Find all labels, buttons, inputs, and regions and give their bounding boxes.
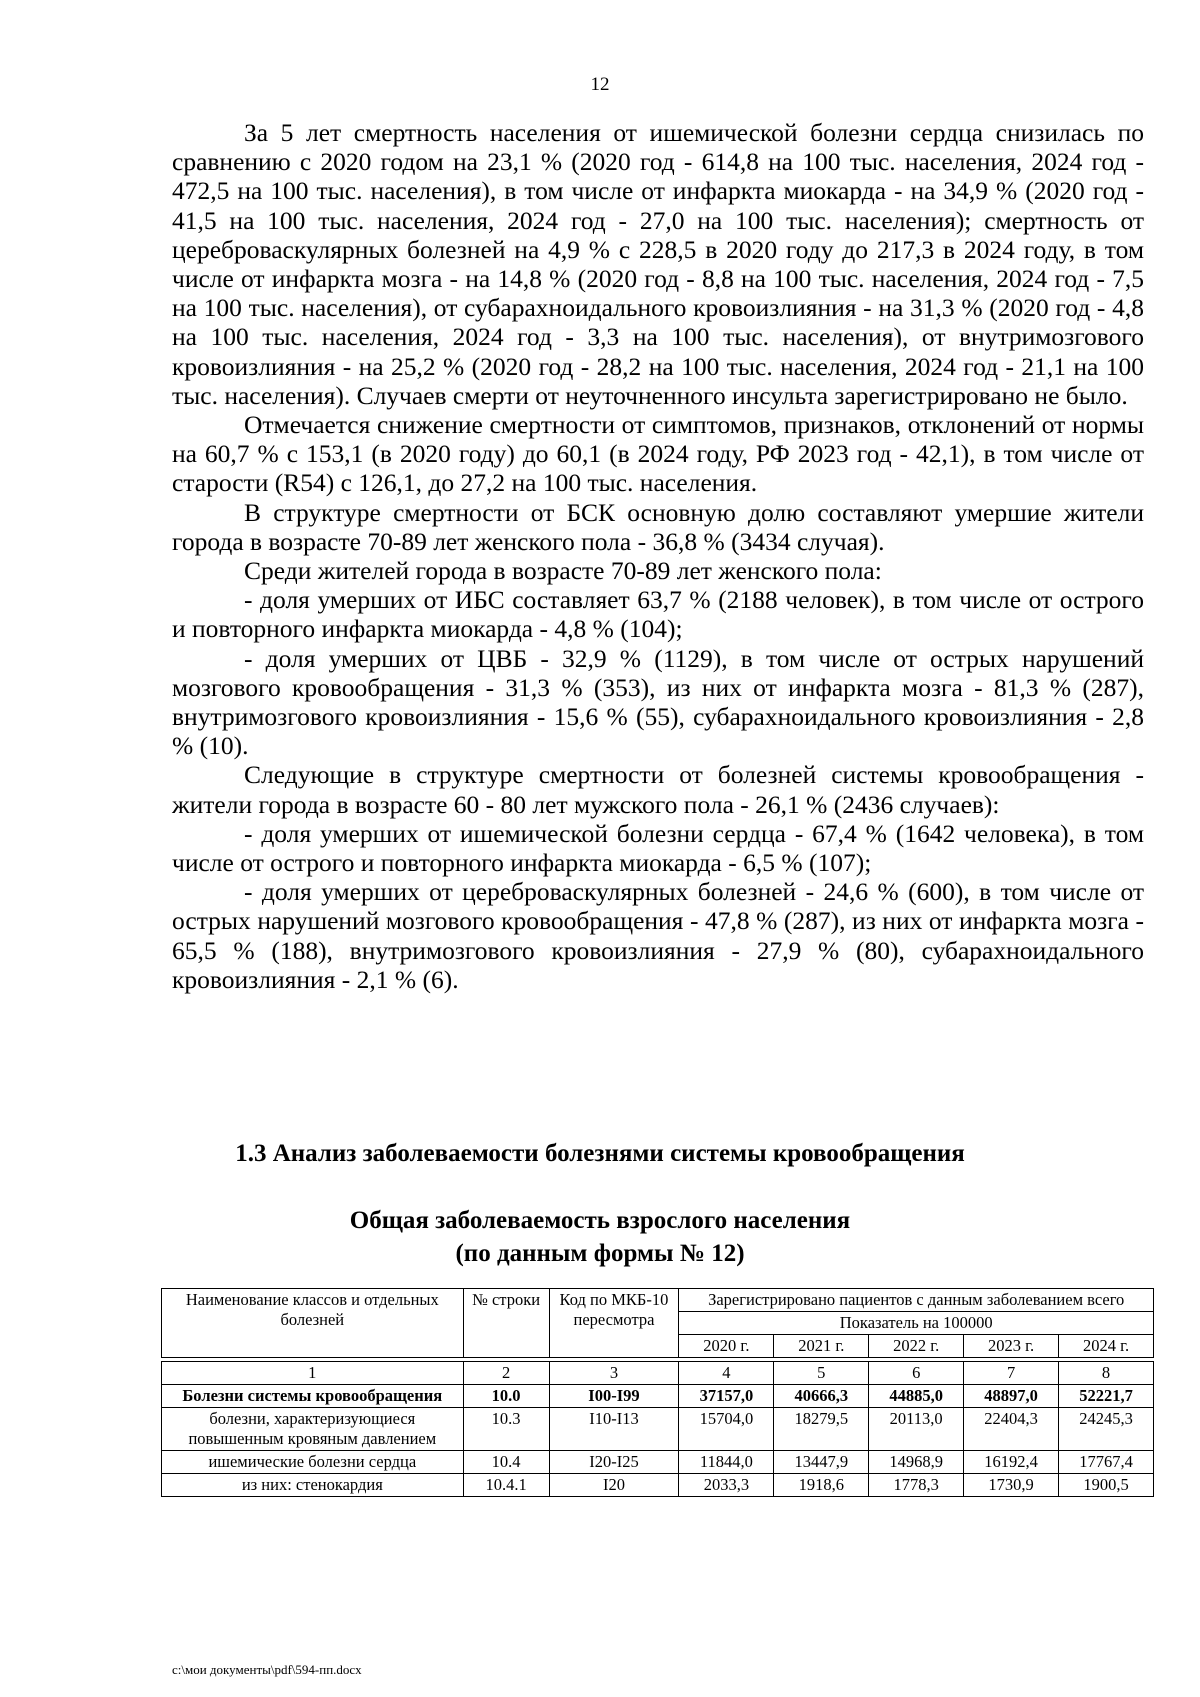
morbidity-table [161,1288,1154,1497]
row-name: ишемические болезни сердца [162,1451,464,1474]
row-name: болезни, характеризующиеся повышенным кровяным давлением [162,1408,464,1451]
row-value: 1900,5 [1059,1474,1154,1497]
row-value: 52221,7 [1059,1385,1154,1408]
row-value: 22404,3 [964,1408,1059,1451]
row-name: из них: стенокардия [162,1474,464,1497]
column-number: 4 [679,1362,774,1385]
header-year: 2021 г. [774,1335,869,1358]
row-code: I00-I99 [549,1385,679,1408]
row-number: 10.0 [463,1385,549,1408]
header-row-no: № строки [463,1289,549,1358]
row-code: I20-I25 [549,1451,679,1474]
paragraph: - доля умерших от ИБС составляет 63,7 % (2188 человек), в том числе от острого и повторного инфаркта миокарда - 4,8 % (104); [172,585,1144,644]
paragraph: Среди жителей города в возрасте 70-89 лет женского пола: [244,556,882,586]
header-name: Наименование классов и отдельных болезней [162,1289,464,1358]
row-value: 37157,0 [679,1385,774,1408]
paragraph: - доля умерших от ишемической болезни сердца - 67,4 % (1642 человека), в том числе от острого и повторного инфаркта миокарда - 6,5 % (107); [172,818,1144,878]
column-number: 1 [162,1362,464,1385]
row-value: 48897,0 [964,1385,1059,1408]
footer-file-path: c:\мои документы\pdf\594-пп.docx [172,1662,362,1677]
column-number: 2 [463,1362,549,1385]
row-value: 16192,4 [964,1451,1059,1474]
paragraph: - доля умерших от цереброваскулярных болезней - 24,6 % (600), в том числе от острых нарушений мозгового кровообращения - 47,8 % (287), из них от инфаркта мозга - 65,5 % (188), внутримозгового кровоизлияния - 27,9 % (80), субарахноидального кровоизлияния - 2,1 % (6). [172,877,1144,994]
paragraph: В структуре смертности от БСК основную долю составляют умершие жители города в возрасте 70-89 лет женского пола - 36,8 % (3434 случая). [172,497,1144,556]
row-value: 1778,3 [869,1474,964,1497]
header-row [162,1289,1154,1312]
row-value: 18279,5 [774,1408,869,1451]
row-value: 2033,3 [679,1474,774,1497]
table-row [162,1451,1154,1474]
column-number: 7 [964,1362,1059,1385]
column-number: 5 [774,1362,869,1385]
row-value: 44885,0 [869,1385,964,1408]
paragraph: Следующие в структуре смертности от болезней системы кровообращения - жители города в возрасте 60 - 80 лет мужского пола - 26,1 % (2436 случаев): [172,760,1144,819]
body-text [172,118,1144,994]
row-value: 24245,3 [1059,1408,1154,1451]
paragraph: За 5 лет смертность населения от ишемической болезни сердца снизилась по сравнению с 2020 годом на 23,1 % (2020 год - 614,8 на 100 тыс. населения, 2024 год - 472,5 на 100 тыс. населения), в том числе от инфаркта миокарда - на 34,9 % (2020 год - 41,5 на 100 тыс. населения, 2024 год - 27,0 на 100 тыс. населения); смертность от цереброваскулярных болезней на 4,9 % с 228,5 в 2020 году до 217,3 в 2024 году, в том числе от инфаркта мозга - на 14,8 % (2020 год - 8,8 на 100 тыс. населения, 2024 год - 7,5 на 100 тыс. населения), от субарахноидального кровоизлияния - на 31,3 % (2020 год - 4,8 на 100 тыс. населения, 2024 год - 3,3 на 100 тыс. населения), от внутримозгового кровоизлияния - на 25,2 % (2020 год - 28,2 на 100 тыс. населения, 2024 год - 21,1 на 100 тыс. населения). Случаев смерти от неуточненного инсульта зарегистрировано не было. [172,118,1144,410]
column-number-row [162,1362,1154,1385]
header-code: Код по МКБ-10 пересмотра [549,1289,679,1358]
header-year: 2022 г. [869,1335,964,1358]
row-value: 17767,4 [1059,1451,1154,1474]
column-number: 6 [869,1362,964,1385]
column-number: 3 [549,1362,679,1385]
row-value: 11844,0 [679,1451,774,1474]
row-value: 1918,6 [774,1474,869,1497]
section-heading: 1.3 Анализ заболеваемости болезнями системы кровообращения [235,1140,965,1167]
row-value: 14968,9 [869,1451,964,1474]
header-registered: Зарегистрировано пациентов с данным заболеванием всего [679,1289,1154,1312]
row-number: 10.4 [463,1451,549,1474]
table-row [162,1474,1154,1497]
table-title-line: (по данным формы № 12) [455,1240,745,1267]
row-code: I10-I13 [549,1408,679,1451]
header-year: 2023 г. [964,1335,1059,1358]
header-indicator: Показатель на 100000 [679,1312,1154,1335]
header-year: 2020 г. [679,1335,774,1358]
table-title-line: Общая заболеваемость взрослого населения [349,1207,851,1234]
row-code: I20 [549,1474,679,1497]
row-value: 13447,9 [774,1451,869,1474]
page-number: 12 [590,74,610,95]
table-row [162,1408,1154,1451]
row-value: 1730,9 [964,1474,1059,1497]
row-number: 10.3 [463,1408,549,1451]
row-value: 20113,0 [869,1408,964,1451]
row-value: 15704,0 [679,1408,774,1451]
row-name: Болезни системы кровообращения [162,1385,464,1408]
header-year: 2024 г. [1059,1335,1154,1358]
row-number: 10.4.1 [463,1474,549,1497]
paragraph: - доля умерших от ЦВБ - 32,9 % (1129), в том числе от острых нарушений мозгового кровообращения - 31,3 % (353), из них от инфаркта мозга - 81,3 % (287), внутримозгового кровоизлияния - 15,6 % (55), субарахноидального кровоизлияния - 2,8 % (10). [172,643,1144,761]
column-number: 8 [1059,1362,1154,1385]
row-value: 40666,3 [774,1385,869,1408]
paragraph: Отмечается снижение смертности от симптомов, признаков, отклонений от нормы на 60,7 % с 153,1 (в 2020 году) до 60,1 (в 2024 году, РФ 2023 год - 42,1), в том числе от старости (R54) с 126,1, до 27,2 на 100 тыс. населения. [172,410,1144,498]
table-row [162,1385,1154,1408]
table-title [0,1204,1200,1270]
